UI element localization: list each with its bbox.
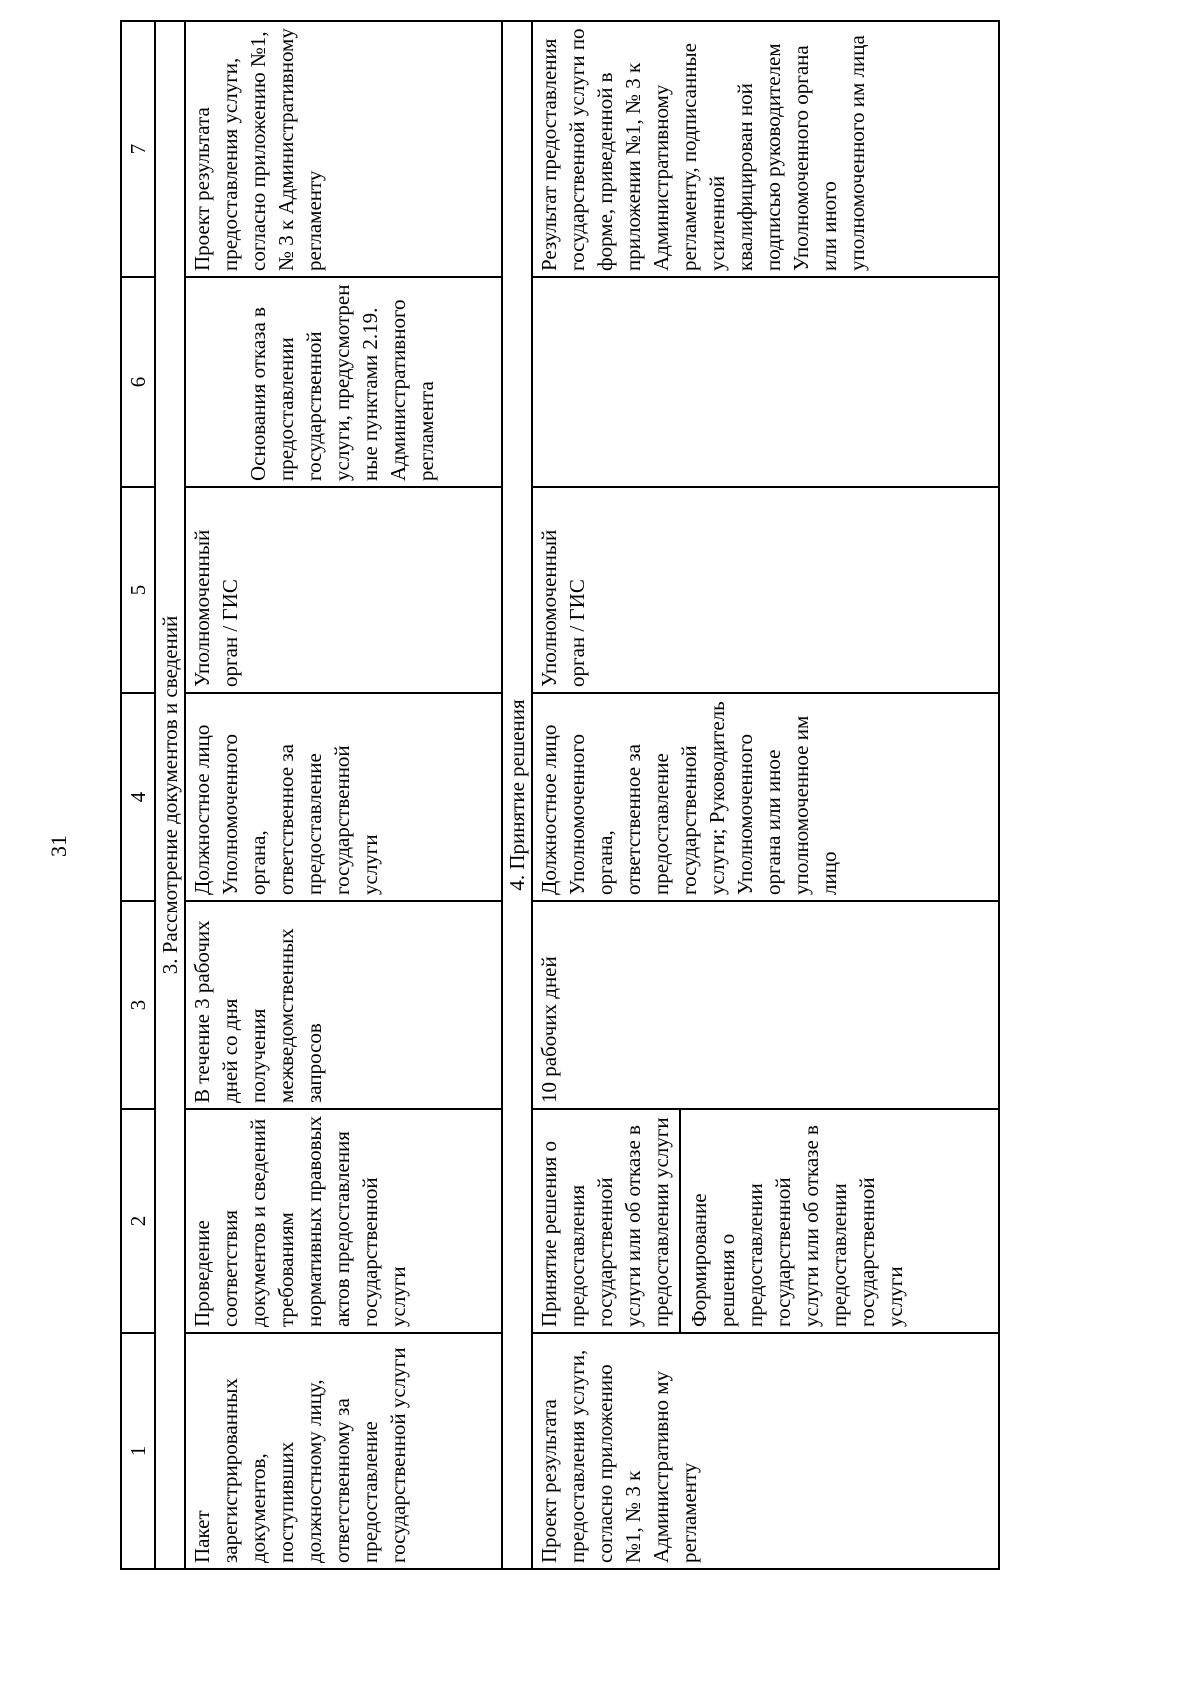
column-header-4: 4 bbox=[121, 693, 155, 901]
column-header-2: 2 bbox=[121, 1109, 155, 1333]
cell-responsible: Должностное лицо Уполномоченного органа, ответственное за предоставление государственной услуги bbox=[185, 693, 502, 901]
section-title-review: 3. Рассмотрение документов и сведений bbox=[155, 21, 185, 1569]
column-header-3: 3 bbox=[121, 901, 155, 1109]
cell-result: Проект результата предоставления услуги, согласно приложению №1, № 3 к Административному регламенту bbox=[185, 21, 502, 277]
cell-place: Уполномоченный орган / ГИС bbox=[185, 487, 502, 693]
cell-input-documents: Проект результата предоставления услуги, согласно приложению №1, № 3 к Административно му регламенту bbox=[532, 1333, 999, 1569]
cell-action: Проведение соответствия документов и сведений требованиям нормативных правовых актов предоставления государственной услуги bbox=[185, 1109, 502, 1333]
column-header-6: 6 bbox=[121, 277, 155, 487]
column-header-7: 7 bbox=[121, 21, 155, 277]
column-header-row bbox=[121, 21, 155, 1569]
cell-criteria bbox=[532, 277, 999, 487]
cell-responsible: Должностное лицо Уполномоченного органа, ответственное за предоставление государственной услуги; Руководитель Уполномоченного органа или иное уполномоченное им лицо bbox=[532, 693, 999, 901]
action-decision-text: Принятие решения о предоставления государственной услуги или об отказе в предоставлении услуги bbox=[537, 1117, 674, 1327]
table-row bbox=[185, 21, 502, 1569]
criteria-text: Основания отказа в предоставлении государственной услуги, предусмотрен ные пунктами 2.19. Административного регламента bbox=[246, 284, 438, 481]
cell-deadline: В течение 3 рабочих дней со дня получения межведомственных запросов bbox=[185, 901, 502, 1109]
column-header-5: 5 bbox=[121, 487, 155, 693]
page-number: 31 bbox=[46, 835, 71, 857]
column-header-1: 1 bbox=[121, 1333, 155, 1569]
cell-place: Уполномоченный орган / ГИС bbox=[532, 487, 999, 693]
cell-result: Результат предоставления государственной услуги по форме, приведенной в приложении №1, № 3 к Административному регламенту, подписанные усиленной квалифицирован ной подписью руководителем Уполномоченного органа или иного уполномоченного им лица bbox=[532, 21, 999, 277]
section-heading-row bbox=[155, 21, 185, 1569]
rotated-page-content bbox=[120, 22, 1000, 1570]
procedures-table bbox=[120, 20, 1000, 1570]
section-heading-row bbox=[502, 21, 532, 1569]
cell-input-documents: Пакет зарегистрированных документов, поступивших должностному лицу, ответственному за предоставление государственной услуги bbox=[185, 1333, 502, 1569]
cell-criteria bbox=[185, 277, 502, 487]
action-forming-text: Формирование решения о предоставлении государственной услуги или об отказе в предоставлении государственной услуги bbox=[679, 1110, 909, 1332]
table-row bbox=[532, 21, 999, 1569]
cell-action bbox=[532, 1109, 999, 1333]
cell-deadline: 10 рабочих дней bbox=[532, 901, 999, 1109]
section-title-decision: 4. Принятие решения bbox=[502, 21, 532, 1569]
